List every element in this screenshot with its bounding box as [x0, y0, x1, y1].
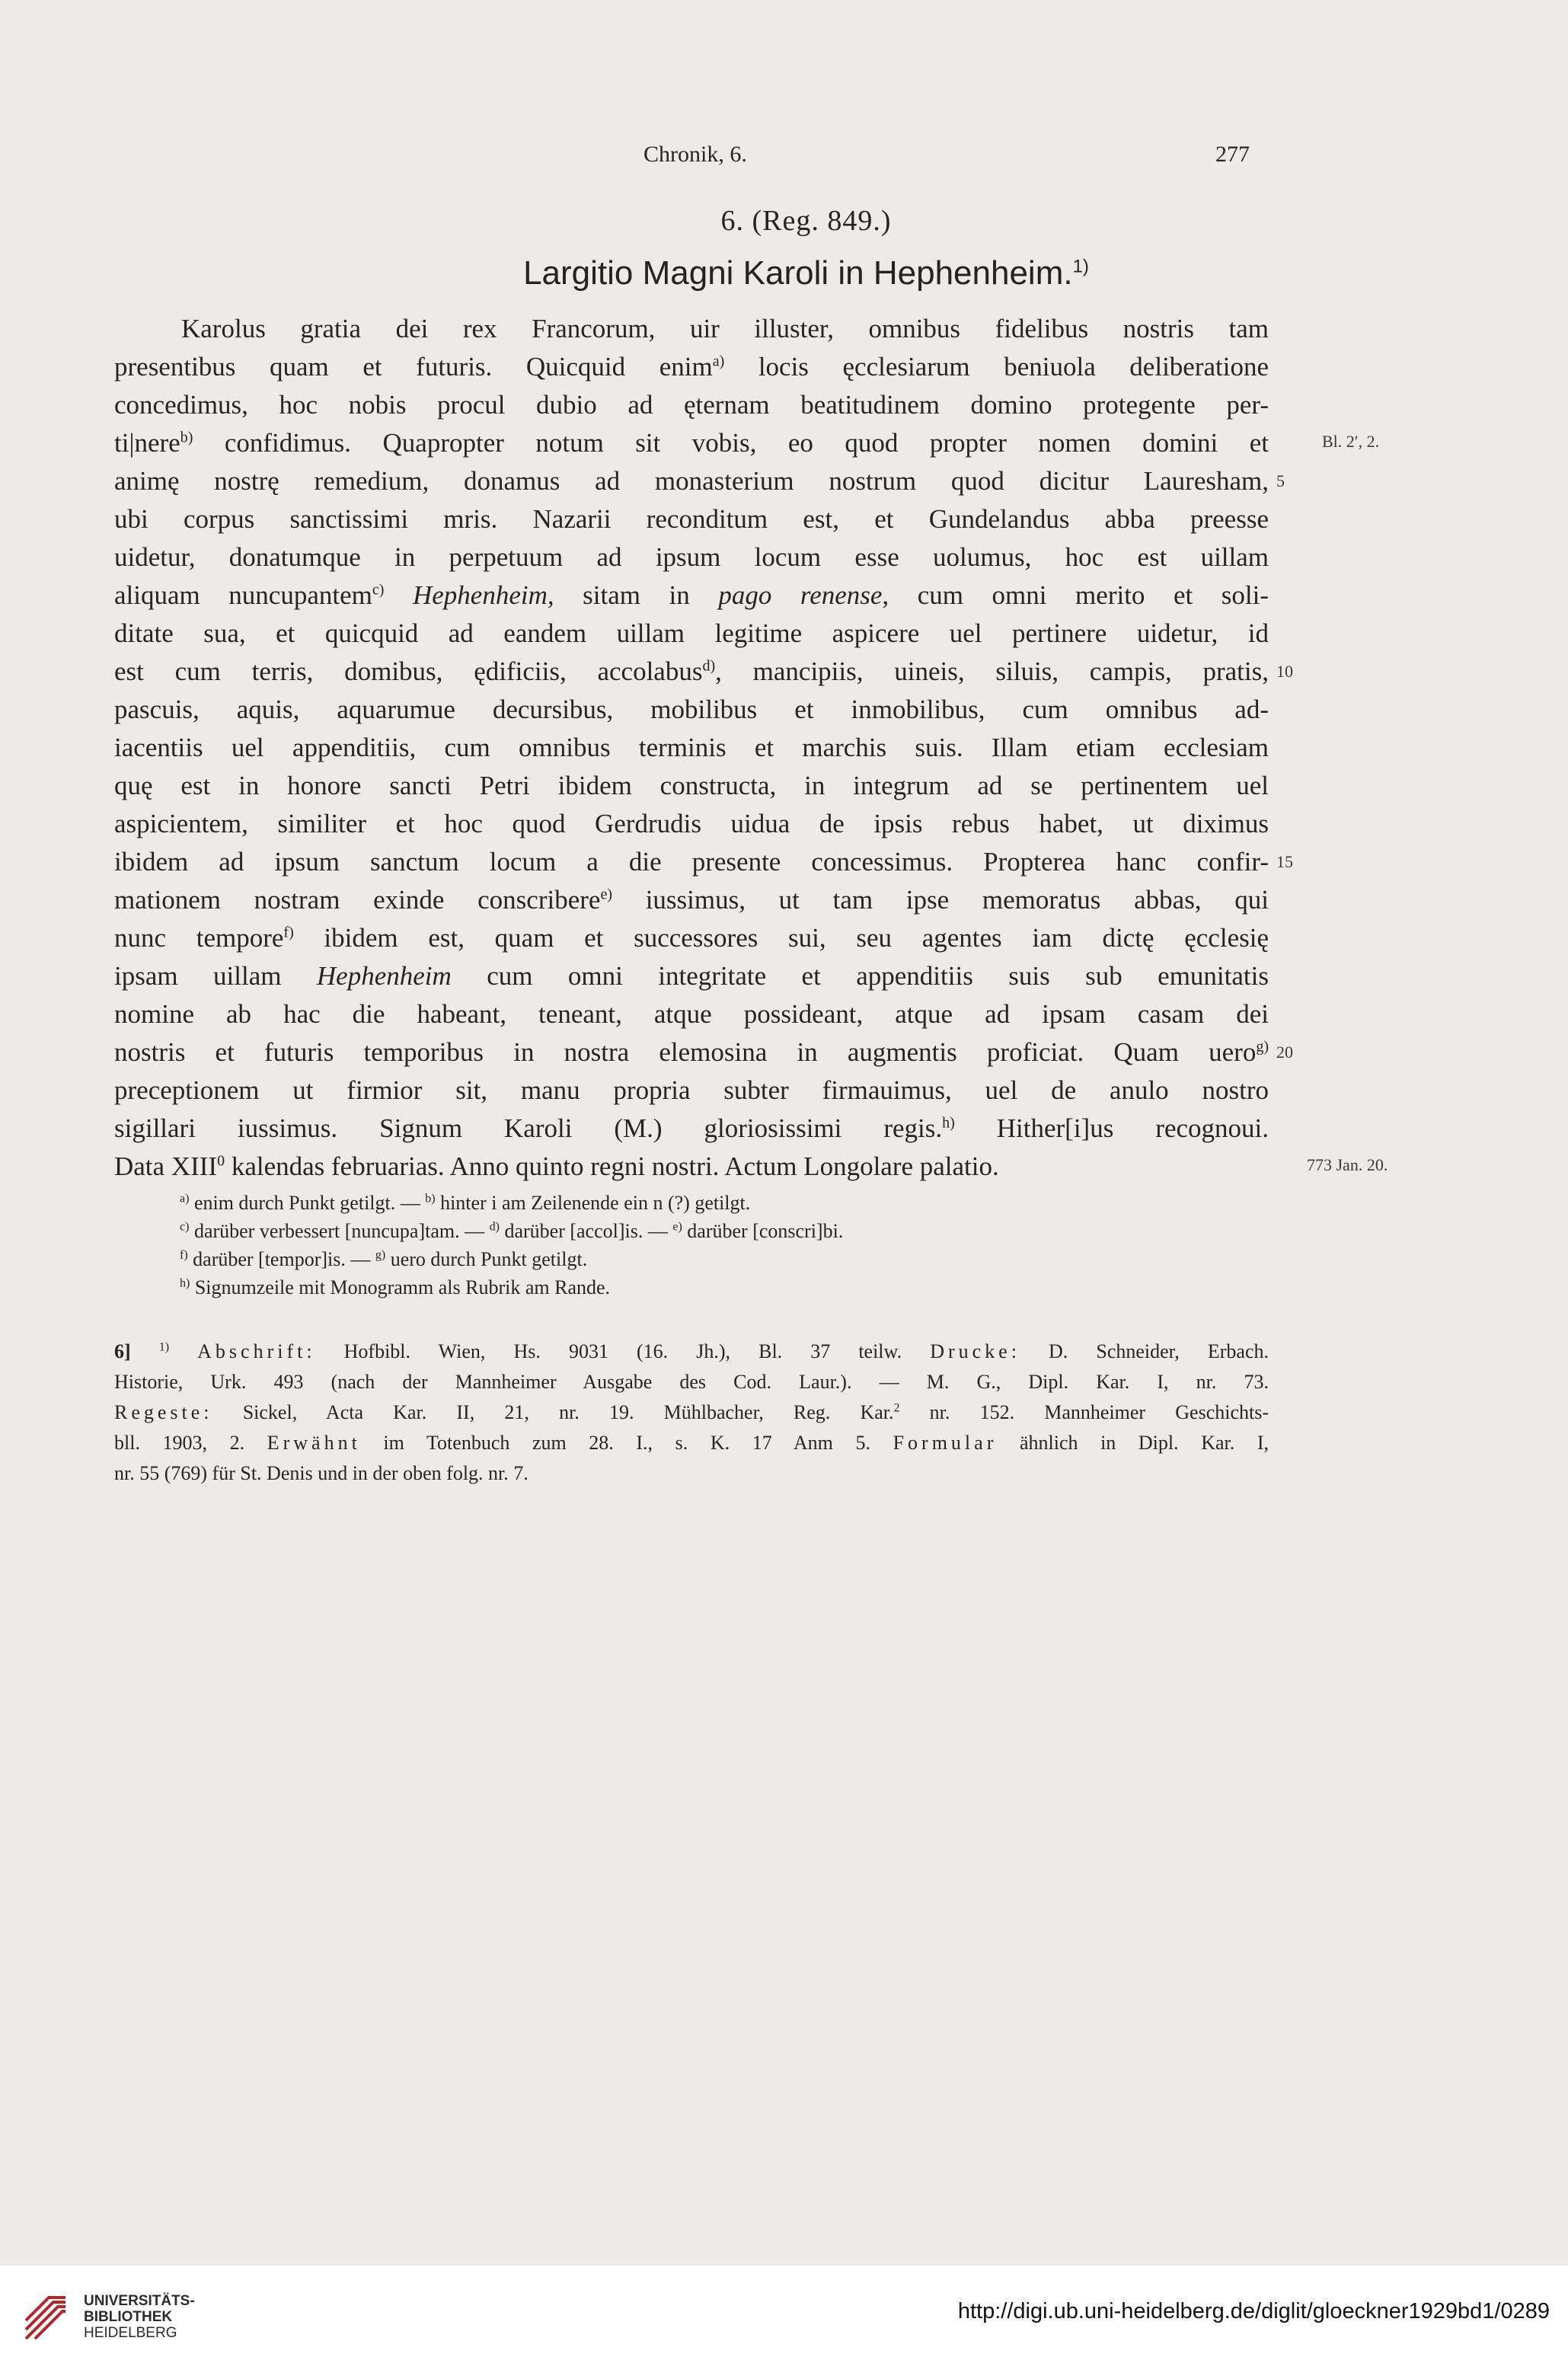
line-number: 15: [1276, 852, 1293, 871]
text-run: [384, 580, 413, 610]
text-line: [114, 881, 1269, 919]
footnote-mark: c): [372, 581, 385, 599]
footnote-mark: b): [425, 1192, 436, 1206]
text-run: presentibus quam et futuris. Quicquid enim: [114, 352, 713, 382]
text-run: , mancipiis, uineis, siluis, campis, pratis,: [715, 656, 1269, 686]
running-head-title: Chronik, 6.: [643, 142, 747, 167]
text-line: [114, 462, 1269, 500]
text-line: [114, 843, 1269, 881]
critical-note: [180, 1274, 610, 1301]
text-run: hinter i am Zeilenende ein n (?) getilgt.: [435, 1192, 751, 1214]
text-run: cum omni integritate et appenditiis suis sub emunitatis: [451, 961, 1269, 991]
text-line: [114, 386, 1269, 424]
source-note-line: [114, 1459, 1269, 1488]
page-number: 277: [1215, 142, 1250, 167]
source-note-line: [114, 1368, 1269, 1397]
text-run: est cum terris, domibus, ędificiis, accolabus: [114, 656, 703, 686]
text-run: enim durch Punkt getilgt. —: [189, 1192, 426, 1214]
critical-note: [180, 1246, 587, 1273]
footnote-mark: 0: [217, 1152, 225, 1170]
text-run: uero durch Punkt getilgt.: [385, 1248, 588, 1270]
footnote-mark: h): [942, 1114, 955, 1132]
spaced-label: Erwähnt: [267, 1432, 361, 1454]
text-line: [114, 500, 1269, 538]
footnote-mark: d): [702, 657, 716, 675]
logo-line-3: HEIDELBERG: [84, 2325, 177, 2341]
text-run: darüber [accol]is. —: [499, 1220, 673, 1242]
text-run: [131, 1340, 159, 1362]
spaced-label: Regeste:: [114, 1401, 213, 1423]
document-number: 6. (Reg. 849.): [720, 205, 892, 237]
text-run: ti|nere: [114, 428, 180, 458]
text-run: preceptionem ut firmior sit, manu propria subter firmauimus, uel de anulo nostro: [114, 1075, 1269, 1105]
logo-line-2: BIBLIOTHEK: [84, 2309, 173, 2325]
text-run: iussimus, ut tam ipse memoratus abbas, qui: [612, 885, 1269, 915]
text-run: mationem nostram exinde conscribere: [114, 885, 601, 915]
text-run: cum omni merito et soli-: [889, 580, 1269, 610]
footnote-mark: d): [489, 1220, 500, 1234]
footnote-mark: 2: [893, 1401, 900, 1415]
footnote-mark: a): [712, 353, 725, 370]
text-line: [114, 576, 1269, 615]
document-title: [0, 254, 1568, 292]
text-run: ditate sua, et quicquid ad eandem uillam legitime aspicere uel pertinere uidetur, id: [114, 618, 1269, 648]
text-run: uidetur, donatumque in perpetuum ad ipsum locum esse uolumus, hoc est uillam: [114, 542, 1269, 572]
text-line: [114, 995, 1269, 1033]
footnote-mark: g): [1256, 1038, 1269, 1055]
text-line: [114, 615, 1269, 653]
text-line: [114, 424, 1269, 462]
text-run: pascuis, aquis, aquarumue decursibus, mobilibus et inmobilibus, cum omnibus ad-: [114, 695, 1269, 724]
library-logo-text: [84, 2293, 195, 2341]
text-run: D. Schneider, Erbach.: [1020, 1340, 1269, 1362]
text-run: iacentiis uel appenditiis, cum omnibus terminis et marchis suis. Illam etiam ecclesiam: [114, 733, 1269, 762]
spaced-label: Drucke:: [930, 1340, 1020, 1362]
text-line: [114, 1110, 1269, 1148]
footnote-mark: h): [180, 1276, 190, 1290]
margin-note: Bl. 2′, 2.: [1322, 432, 1380, 451]
text-run: Hither[i]us recognoui.: [954, 1113, 1269, 1143]
text-run: darüber verbessert [nuncupa]tam. —: [189, 1220, 490, 1242]
logo-line-1: UNIVERSITÄTS-: [84, 2293, 195, 2309]
text-run: locis ęcclesiarum beniuola deliberatione: [724, 352, 1269, 382]
library-logo-icon: [21, 2284, 70, 2343]
italic-place-name: Hephenheim: [316, 961, 452, 991]
text-run: aspicientem, similiter et hoc quod Gerdrudis uidua de ipsis rebus habet, ut diximus: [114, 809, 1269, 838]
source-note-line: [114, 1337, 1269, 1366]
footnote-mark: b): [180, 429, 193, 446]
text-run: im Totenbuch zum 28. I., s. K. 17 Anm 5.: [360, 1432, 893, 1454]
text-run: concedimus, hoc nobis procul dubio ad ęternam beatitudinem domino protegente per-: [114, 390, 1269, 420]
text-run: ipsam uillam: [114, 961, 317, 991]
note-number: 6]: [114, 1340, 131, 1362]
text-run: nr. 152. Mannheimer Geschichts-: [899, 1401, 1269, 1423]
text-run: darüber [tempor]is. —: [187, 1248, 375, 1270]
italic-place-name: Hephenheim,: [412, 580, 554, 610]
footnote-mark: f): [180, 1248, 188, 1262]
text-run: nostris et futuris temporibus in nostra elemosina in augmentis proficiat. Quam uero: [114, 1037, 1257, 1067]
text-line: [114, 767, 1269, 805]
title-footnote-mark: 1): [1072, 256, 1089, 277]
footnote-mark: 1): [158, 1340, 170, 1354]
text-run: aliquam nuncupantem: [114, 580, 372, 610]
text-run: ibidem est, quam et successores sui, seu agentes iam dictę ęcclesię: [293, 923, 1269, 953]
italic-place-name: pago renense,: [718, 580, 889, 610]
spaced-label: Formular: [893, 1432, 998, 1454]
line-number: 10: [1276, 662, 1293, 681]
text-run: quę est in honore sancti Petri ibidem constructa, in integrum ad se pertinentem uel: [114, 771, 1269, 800]
text-line: [114, 1033, 1269, 1071]
text-line: [114, 653, 1269, 691]
line-number: 5: [1276, 471, 1285, 490]
text-run: Data XIII: [114, 1151, 218, 1181]
source-note-line: [114, 1398, 1269, 1427]
text-run: nomine ab hac die habeant, teneant, atque possideant, atque ad ipsam casam dei: [114, 999, 1269, 1029]
text-run: nr. 55 (769) für St. Denis und in der oben folg. nr. 7.: [114, 1462, 529, 1484]
text-run: Signumzeile mit Monogramm als Rubrik am Rande.: [190, 1276, 611, 1298]
text-line: [114, 538, 1269, 576]
permalink-url[interactable]: http://digi.ub.uni-heidelberg.de/diglit/gloeckner1929bd1/0289: [957, 2299, 1550, 2323]
text-run: animę nostrę remedium, donamus ad monasterium nostrum quod dicitur Lauresham,: [114, 466, 1269, 496]
critical-note: [180, 1190, 750, 1217]
text-run: nunc tempore: [114, 923, 284, 953]
text-run: darüber [conscri]bi.: [682, 1220, 844, 1242]
text-run: ibidem ad ipsum sanctum locum a die presente concessimus. Propterea hanc confir-: [114, 847, 1269, 877]
text-run: bll. 1903, 2.: [114, 1432, 267, 1454]
footnote-mark: a): [180, 1192, 190, 1206]
text-line: [181, 310, 1269, 348]
text-run: Karolus gratia dei rex Francorum, uir illuster, omnibus fidelibus nostris tam: [181, 314, 1269, 343]
text-line: [114, 729, 1269, 767]
digitization-footer: [0, 2266, 1568, 2376]
footnote-mark: f): [283, 924, 294, 941]
text-line: [114, 957, 1269, 995]
footnote-mark: c): [180, 1220, 190, 1234]
text-line: [114, 1148, 1269, 1186]
text-run: [169, 1340, 197, 1362]
text-run: Hofbibl. Wien, Hs. 9031 (16. Jh.), Bl. 37 teilw.: [315, 1340, 931, 1362]
critical-note: [180, 1218, 843, 1245]
line-number: 20: [1276, 1043, 1293, 1062]
running-head: [0, 142, 1568, 180]
margin-note: 773 Jan. 20.: [1307, 1155, 1388, 1174]
text-run: Historie, Urk. 493 (nach der Mannheimer Ausgabe des Cod. Laur.). — M. G., Dipl. Kar. I, nr. 73.: [114, 1371, 1269, 1393]
text-line: [114, 805, 1269, 843]
document-title-text: Largitio Magni Karoli in Hephenheim.: [523, 254, 1073, 292]
footnote-mark: g): [375, 1248, 386, 1262]
text-line: [114, 348, 1269, 386]
text-run: Sickel, Acta Kar. II, 21, nr. 19. Mühlbacher, Reg. Kar.: [212, 1401, 894, 1423]
footnote-mark: e): [672, 1220, 682, 1234]
text-line: [114, 691, 1269, 729]
text-line: [114, 1071, 1269, 1110]
source-note-line: [114, 1429, 1269, 1458]
footnote-mark: e): [600, 886, 612, 903]
text-run: sigillari iussimus. Signum Karoli (M.) gloriosissimi regis.: [114, 1113, 943, 1143]
text-run: ubi corpus sanctissimi mris. Nazarii reconditum est, et Gundelandus abba preesse: [114, 504, 1269, 534]
text-run: kalendas februarias. Anno quinto regni nostri. Actum Longolare palatio.: [225, 1151, 999, 1181]
text-line: [114, 919, 1269, 957]
text-run: confidimus. Quapropter notum sit vobis, eo quod propter nomen domini et: [193, 428, 1269, 458]
spaced-label: Abschrift:: [197, 1340, 316, 1362]
text-run: sitam in: [554, 580, 719, 610]
text-run: ähnlich in Dipl. Kar. I,: [997, 1432, 1269, 1454]
